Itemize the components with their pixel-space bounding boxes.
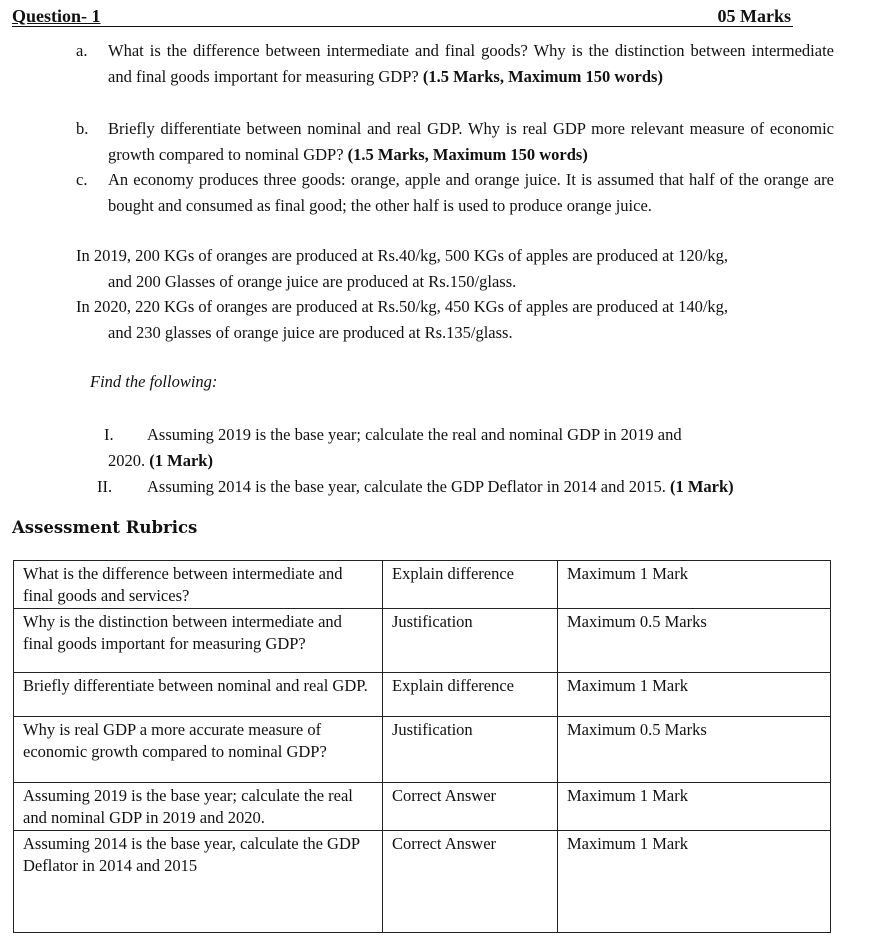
rubric-marks: Maximum 1 Mark xyxy=(558,673,831,717)
sub-question-2-body: Assuming 2014 is the base year, calculate the GDP Deflator in 2014 and 2015. xyxy=(147,477,670,496)
table-row xyxy=(14,717,831,783)
paragraph-rest: and 230 glasses of orange juice are produced at Rs.135/glass. xyxy=(108,322,513,342)
paragraph-lead: In 2019, 200 KGs of oranges are produced at Rs.40/kg, 500 KGs of apples are produced at 120/kg, xyxy=(76,246,729,265)
paragraph-lead: In 2020, 220 KGs of oranges are produced at Rs.50/kg, 450 KGs of apples are produced at 140/kg, xyxy=(76,297,729,316)
rubric-question: Why is the distinction between intermediate and final goods important for measuring GDP? xyxy=(14,609,383,673)
rubric-marks: Maximum 1 Mark xyxy=(558,783,831,831)
rubric-marks: Maximum 1 Mark xyxy=(558,561,831,609)
sub-question-2-marks: (1 Mark) xyxy=(669,477,734,496)
table-row xyxy=(14,561,831,609)
table-row xyxy=(14,783,831,831)
sub-question-1-marks: (1 Mark) xyxy=(149,451,213,470)
sub-question-1-text: Assuming 2019 is the base year; calculate the real and nominal GDP in 2019 and xyxy=(147,425,682,444)
table-row xyxy=(14,673,831,717)
rubric-criterion: Correct Answer xyxy=(383,831,558,933)
item-marker: c. xyxy=(76,170,88,189)
sub-question-1-numeral: I. xyxy=(104,425,114,444)
rubrics-table xyxy=(13,560,831,933)
item-text xyxy=(108,167,834,218)
sub-question-2-numeral: II. xyxy=(97,477,113,496)
rubric-marks: Maximum 0.5 Marks xyxy=(558,609,831,673)
item-marks-note: (1.5 Marks, Maximum 150 words) xyxy=(347,144,588,164)
item-text xyxy=(108,116,834,167)
rubric-criterion: Justification xyxy=(383,609,558,673)
rubric-criterion: Explain difference xyxy=(383,561,558,609)
sub-question-2-text xyxy=(147,474,734,500)
item-text xyxy=(108,38,834,89)
rubric-marks: Maximum 0.5 Marks xyxy=(558,717,831,783)
item-body: What is the difference between intermediate and final goods? Why is the distinction between intermediate and final goods important for measuring GDP? xyxy=(108,41,834,86)
table-row xyxy=(14,609,831,673)
item-body: Briefly differentiate between nominal and real GDP. Why is real GDP more relevant measure of economic growth compared to nominal GDP? xyxy=(108,119,834,164)
item-marker: a. xyxy=(76,41,88,60)
sub-question-1-year: 2020. xyxy=(108,451,150,470)
rubric-marks: Maximum 1 Mark xyxy=(558,831,831,933)
question-header xyxy=(12,4,793,27)
rubric-question: Assuming 2019 is the base year; calculate the real and nominal GDP in 2019 and 2020. xyxy=(14,783,383,831)
rubric-question: Assuming 2014 is the base year, calculate the GDP Deflator in 2014 and 2015 xyxy=(14,831,383,933)
sub-question-1-continuation xyxy=(108,448,213,474)
rubrics-title: Assessment Rubrics xyxy=(12,518,198,537)
paragraph-rest: and 200 Glasses of orange juice are produced at Rs.150/glass. xyxy=(108,271,517,291)
table-row xyxy=(14,831,831,933)
item-marks-note: (1.5 Marks, Maximum 150 words) xyxy=(422,66,663,86)
question-marks: 05 Marks xyxy=(717,6,791,26)
data-paragraph-2019 xyxy=(76,243,832,294)
rubric-criterion: Explain difference xyxy=(383,673,558,717)
data-paragraph-2020 xyxy=(76,294,832,345)
rubric-criterion: Correct Answer xyxy=(383,783,558,831)
rubric-question: Why is real GDP a more accurate measure of economic growth compared to nominal GDP? xyxy=(14,717,383,783)
item-marker: b. xyxy=(76,119,89,138)
rubric-question: What is the difference between intermediate and final goods and services? xyxy=(14,561,383,609)
clipped-header-text xyxy=(335,0,505,2)
find-label: Find the following: xyxy=(90,372,218,391)
item-body: An economy produces three goods: orange, apple and orange juice. It is assumed that half of the orange are bought and consumed as final good; the other half is used to produce orange juice. xyxy=(108,170,834,215)
rubric-question: Briefly differentiate between nominal and real GDP. xyxy=(14,673,383,717)
question-title: Question- 1 xyxy=(12,6,101,26)
rubric-criterion: Justification xyxy=(383,717,558,783)
